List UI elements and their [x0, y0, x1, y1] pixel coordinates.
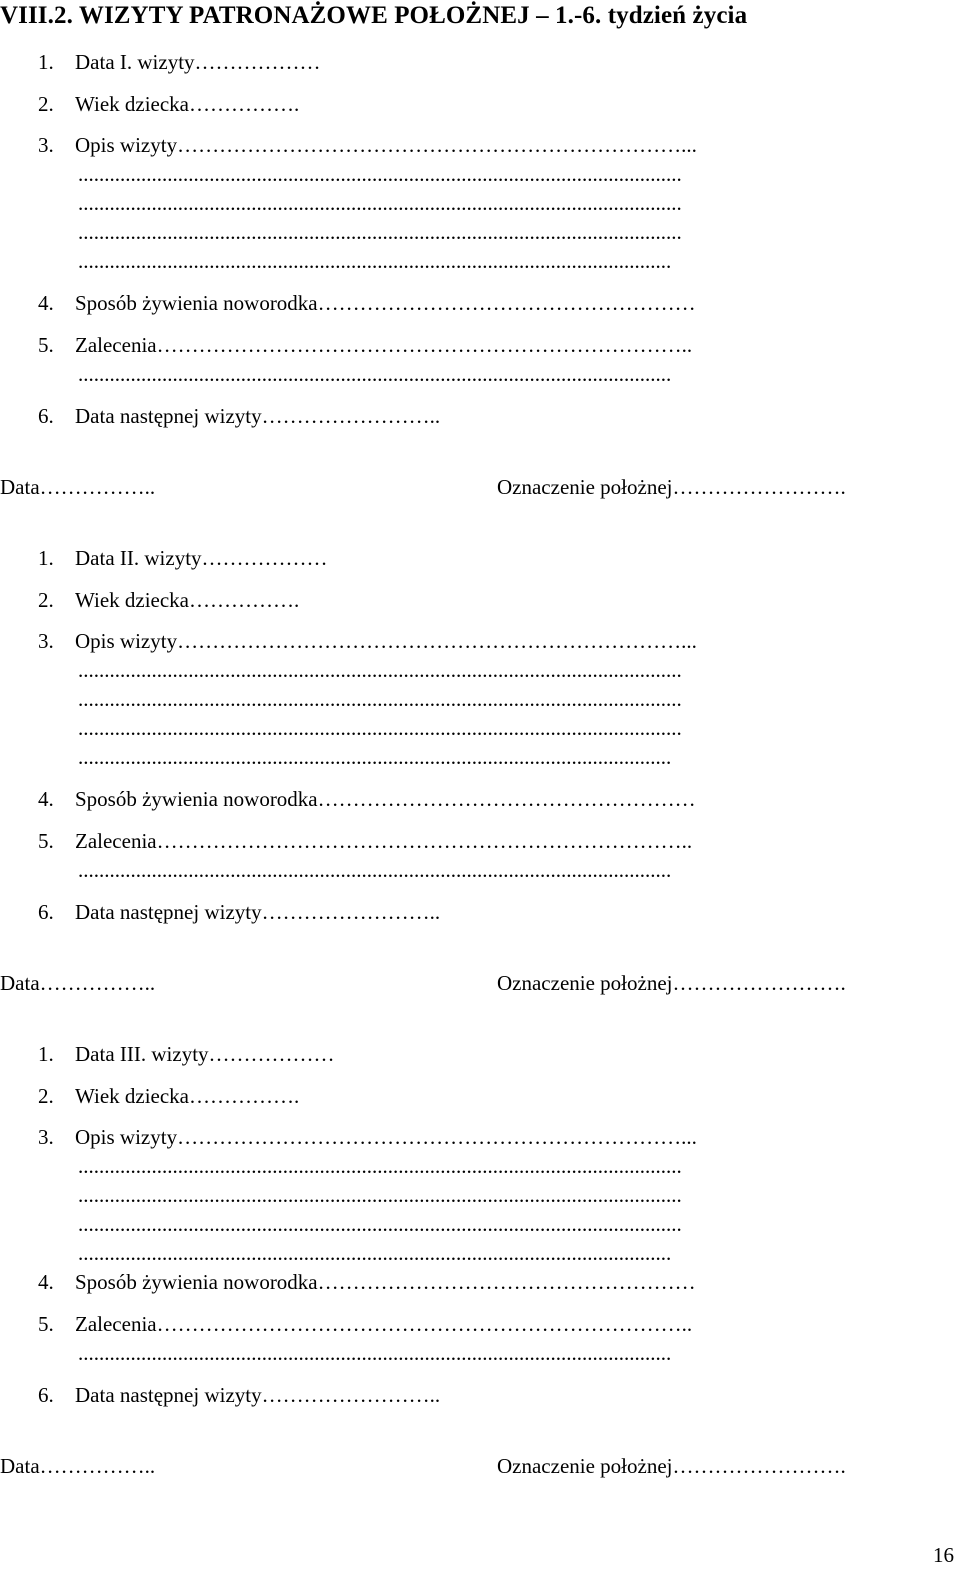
child-age-field[interactable]: Wiek dziecka…………….: [75, 588, 300, 612]
signature-date-field[interactable]: Data……………..: [0, 1454, 156, 1478]
item-number: 1.: [38, 1042, 54, 1066]
page-heading: VIII.2. WIZYTY PATRONAŻOWE POŁOŻNEJ – 1.-6. tydzień życia: [0, 2, 748, 29]
item-number: 4.: [38, 1270, 54, 1294]
recommendations-field[interactable]: Zalecenia…………………………………………………………………..: [75, 829, 693, 853]
description-continuation-line[interactable]: ...................................................................................................................: [78, 716, 682, 740]
next-visit-date-field[interactable]: Data następnej wizyty……………………..: [75, 404, 441, 428]
description-continuation-line[interactable]: ...................................................................................................................: [78, 162, 682, 186]
recommendations-continuation-line[interactable]: .................................................................................................................: [78, 1341, 672, 1365]
recommendations-continuation-line[interactable]: .................................................................................................................: [78, 858, 672, 882]
signature-date-field[interactable]: Data……………..: [0, 971, 156, 995]
description-continuation-line[interactable]: ...................................................................................................................: [78, 220, 682, 244]
signature-date-field[interactable]: Data……………..: [0, 475, 156, 499]
item-number: 1.: [38, 546, 54, 570]
midwife-mark-field[interactable]: Oznaczenie położnej…………………….: [497, 475, 846, 499]
feeding-method-field[interactable]: Sposób żywienia noworodka………………………………………………: [75, 787, 696, 811]
visit-description-field[interactable]: Opis wizyty………………………………………………………………...: [75, 1125, 697, 1149]
midwife-mark-field[interactable]: Oznaczenie położnej…………………….: [497, 1454, 846, 1478]
description-continuation-line[interactable]: ...................................................................................................................: [78, 658, 682, 682]
recommendations-continuation-line[interactable]: .................................................................................................................: [78, 362, 672, 386]
child-age-field[interactable]: Wiek dziecka…………….: [75, 1084, 300, 1108]
item-number: 5.: [38, 333, 54, 357]
item-number: 4.: [38, 291, 54, 315]
description-continuation-line[interactable]: ...................................................................................................................: [78, 191, 682, 215]
item-number: 6.: [38, 1383, 54, 1407]
description-continuation-line[interactable]: .................................................................................................................: [78, 1241, 672, 1265]
visit-date-field[interactable]: Data III. wizyty………………: [75, 1042, 335, 1066]
item-number: 1.: [38, 50, 54, 74]
item-number: 3.: [38, 629, 54, 653]
next-visit-date-field[interactable]: Data następnej wizyty……………………..: [75, 1383, 441, 1407]
item-number: 6.: [38, 900, 54, 924]
description-continuation-line[interactable]: ...................................................................................................................: [78, 687, 682, 711]
description-continuation-line[interactable]: .................................................................................................................: [78, 249, 672, 273]
midwife-mark-field[interactable]: Oznaczenie położnej…………………….: [497, 971, 846, 995]
item-number: 2.: [38, 588, 54, 612]
item-number: 5.: [38, 829, 54, 853]
item-number: 6.: [38, 404, 54, 428]
visit-description-field[interactable]: Opis wizyty………………………………………………………………...: [75, 133, 697, 157]
visit-description-field[interactable]: Opis wizyty………………………………………………………………...: [75, 629, 697, 653]
description-continuation-line[interactable]: ...................................................................................................................: [78, 1154, 682, 1178]
child-age-field[interactable]: Wiek dziecka…………….: [75, 92, 300, 116]
recommendations-field[interactable]: Zalecenia…………………………………………………………………..: [75, 333, 693, 357]
description-continuation-line[interactable]: ...................................................................................................................: [78, 1183, 682, 1207]
visit-date-field[interactable]: Data I. wizyty………………: [75, 50, 321, 74]
item-number: 3.: [38, 133, 54, 157]
item-number: 5.: [38, 1312, 54, 1336]
description-continuation-line[interactable]: ...................................................................................................................: [78, 1212, 682, 1236]
item-number: 2.: [38, 1084, 54, 1108]
feeding-method-field[interactable]: Sposób żywienia noworodka………………………………………………: [75, 291, 696, 315]
item-number: 2.: [38, 92, 54, 116]
item-number: 4.: [38, 787, 54, 811]
recommendations-field[interactable]: Zalecenia…………………………………………………………………..: [75, 1312, 693, 1336]
feeding-method-field[interactable]: Sposób żywienia noworodka………………………………………………: [75, 1270, 696, 1294]
next-visit-date-field[interactable]: Data następnej wizyty……………………..: [75, 900, 441, 924]
description-continuation-line[interactable]: .................................................................................................................: [78, 745, 672, 769]
page-number: 16: [933, 1543, 954, 1567]
visit-date-field[interactable]: Data II. wizyty………………: [75, 546, 328, 570]
item-number: 3.: [38, 1125, 54, 1149]
